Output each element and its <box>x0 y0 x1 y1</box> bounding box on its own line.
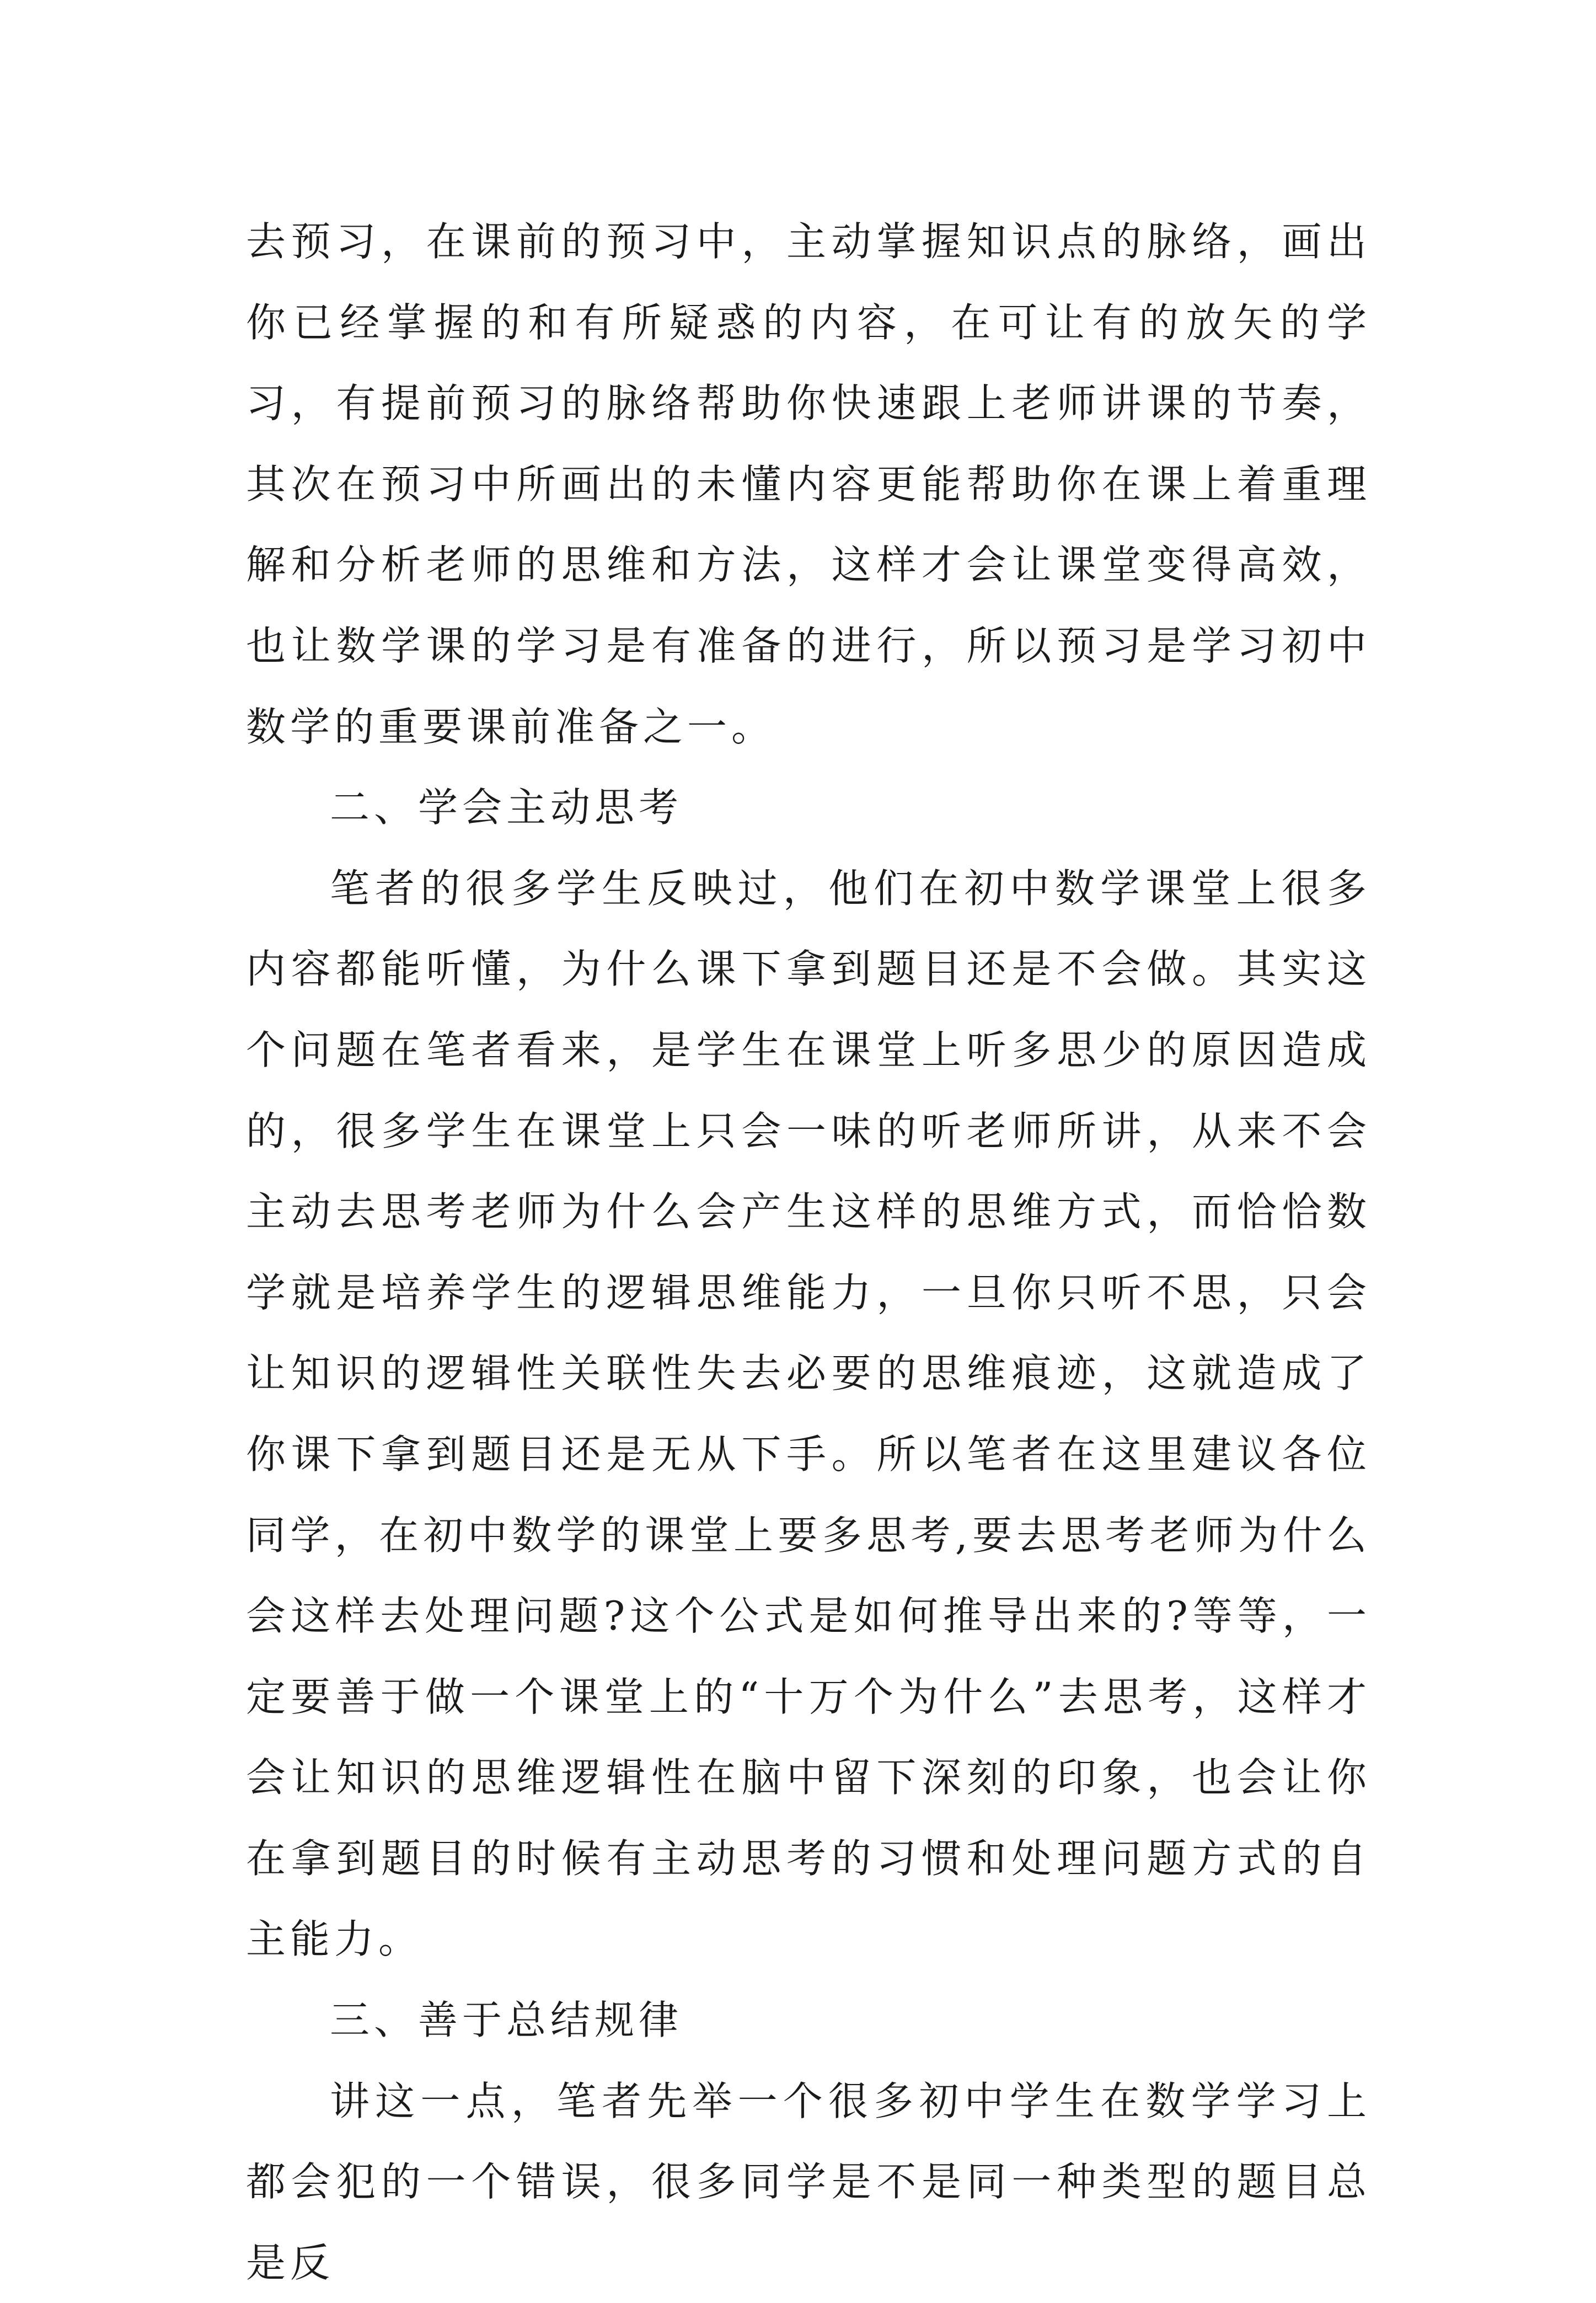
paragraph-active-thinking: 笔者的很多学生反映过，他们在初中数学课堂上很多内容都能听懂，为什么课下拿到题目还是不会做。其实这个问题在笔者看来，是学生在课堂上听多思少的原因造成的，很多学生在课堂上只会一味的听老师所讲，从来不会主动去思考老师为什么会产生这样的思维方式，而恰恰数学就是培养学生的逻辑思维能力，一旦你只听不思，只会让知识的逻辑性关联性失去必要的思维痕迹，这就造成了你课下拿到题目还是无从下手。所以笔者在这里建议各位同学，在初中数学的课堂上要多思考,要去思考老师为什么会这样去处理问题?这个公式是如何推导出来的?等等，一定要善于做一个课堂上的“十万个为什么”去思考，这样才会让知识的思维逻辑性在脑中留下深刻的印象，也会让你在拿到题目的时候有主动思考的习惯和处理问题方式的自主能力。 <box>246 865 1371 1963</box>
section-heading-2: 二、学会主动思考 <box>330 784 683 831</box>
paragraph-preview-continued: 去预习，在课前的预习中，主动掌握知识点的脉络，画出你已经掌握的和有所疑惑的内容，在可让有的放矢的学习，有提前预习的脉络帮助你快速跟上老师讲课的节奏，其次在预习中所画出的未懂内容更能帮助你在课上着重理解和分析老师的思维和方法，这样才会让课堂变得高效，也让数学课的学习是有准备的进行，所以预习是学习初中数学的重要课前准备之一。 <box>246 218 1371 750</box>
document-body <box>246 201 1371 2303</box>
paragraph-summarize-rules: 讲这一点，笔者先举一个很多初中学生在数学学习上都会犯的一个错误，很多同学是不是同一种类型的题目总是反 <box>246 2077 1371 2286</box>
section-heading-3: 三、善于总结规律 <box>330 1997 683 2044</box>
